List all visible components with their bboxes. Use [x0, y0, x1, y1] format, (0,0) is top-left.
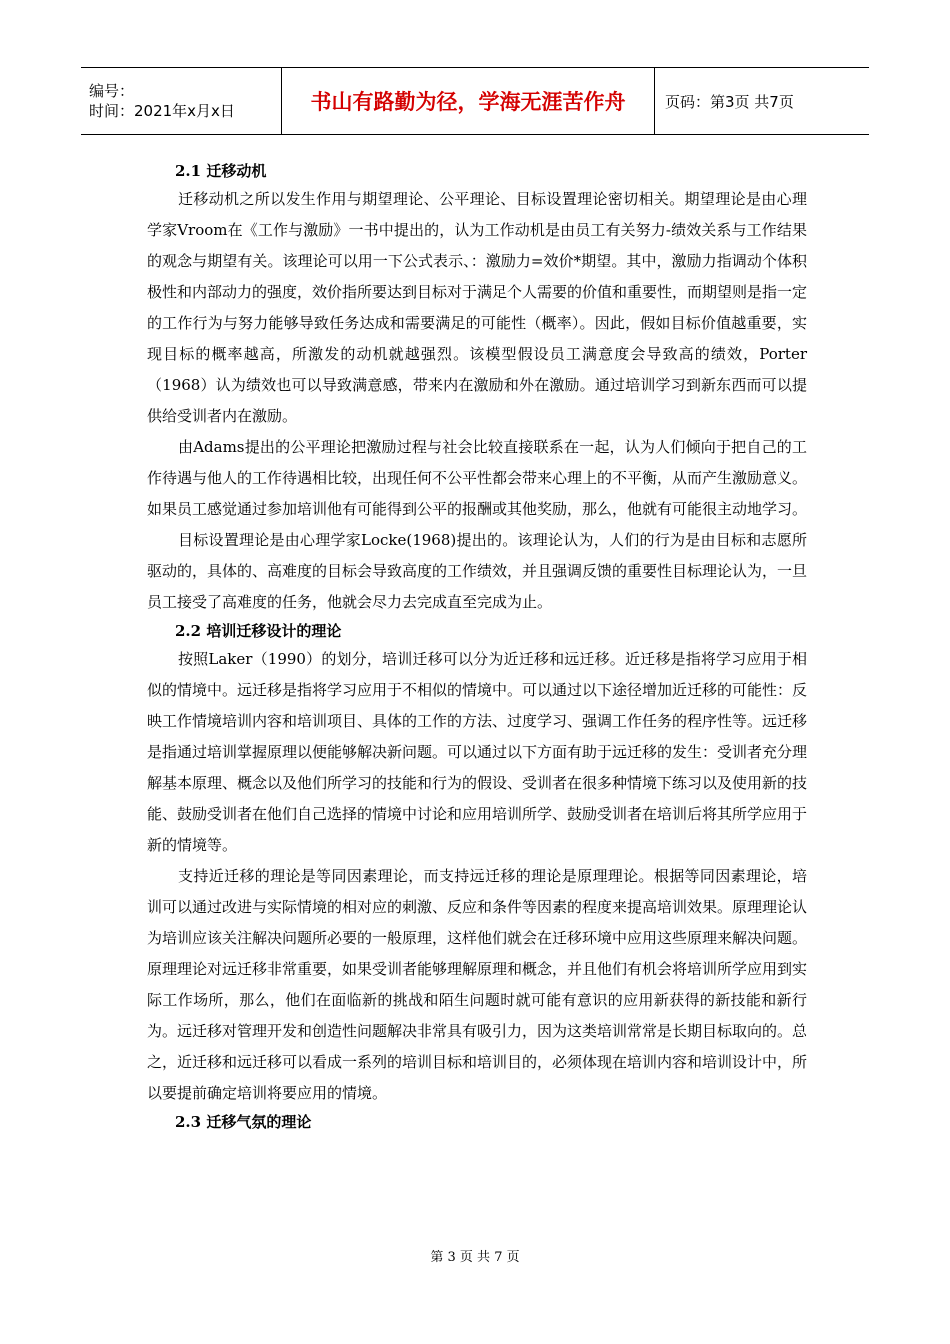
document-number-label: 编号： — [89, 82, 135, 100]
paragraph: 迁移动机之所以发生作用与期望理论、公平理论、目标设置理论密切相关。期望理论是由心理学家Vroom在《工作与激励》一书中提出的，认为工作动机是由员工有关努力-绩效关系与工作结果的观念与期望有关。该理论可以用一下公式表示、：激励力=效价*期望。其中，激励力指调动个体积极性和内部动力的强度，效价指所要达到目标对于满足个人需要的价值和重要性，而期望则是指一定的工作行为与努力能够导致任务达成和需要满足的可能性（概率）。因此，假如目标价值越重要，实现目标的概率越高，所激发的动机就越强烈。该模型假设员工满意度会导致高的绩效，Porter（1968）认为绩效也可以导致满意感，带来内在激励和外在激励。通过培训学习到新东西而可以提供给受训者内在激励。 — [147, 190, 808, 425]
paragraph: 按照Laker（1990）的划分，培训迁移可以分为近迁移和远迁移。近迁移是指将学习应用于相似的情境中。远迁移是指将学习应用于不相似的情境中。可以通过以下途径增加近迁移的可能性：反映工作情境培训内容和培训项目、具体的工作的方法、过度学习、强调工作任务的程序性等。远迁移是指通过培训掌握原理以便能够解决新问题。可以通过以下方面有助于远迁移的发生：受训者充分理解基本原理、概念以及他们所学习的技能和行为的假设、受训者在很多种情境下练习以及使用新的技能、鼓励受训者在他们自己选择的情境中讨论和应用培训所学、鼓励受训者在培训后将其所学应用于新的情境等。 — [147, 650, 808, 854]
paragraph: 支持近迁移的理论是等同因素理论，而支持远迁移的理论是原理理论。根据等同因素理论，培训可以通过改进与实际情境的相对应的刺激、反应和条件等因素的程度来提高培训效果。原理理论认为培训应该关注解决问题所必要的一般原理，这样他们就会在迁移环境中应用这些原理来解决问题。原理理论对远迁移非常重要，如果受训者能够理解原理和概念，并且他们有机会将培训所学应用到实际工作场所，那么，他们在面临新的挑战和陌生问题时就可能有意识的应用新获得的新技能和新行为。远迁移对管理开发和创造性问题解决非常具有吸引力，因为这类培训常常是长期目标取向的。总之，近迁移和远迁移可以看成一系列的培训目标和培训目的，必须体现在培训内容和培训设计中，所以要提前确定培训将要应用的情境。 — [147, 867, 808, 1102]
document-time-label: 时间：2021年x月x日 — [89, 102, 235, 120]
document-body — [147, 158, 807, 1135]
page-footer: 第 3 页 共 7 页 — [430, 1250, 520, 1265]
page-header — [81, 67, 869, 135]
section-heading-2-3: 2.3 迁移气氛的理论 — [175, 1113, 312, 1131]
header-motto: 书山有路勤为径，学海无涯苦作舟 — [282, 68, 655, 134]
section-heading-2-1: 2.1 迁移动机 — [175, 162, 267, 180]
section-heading-2-2: 2.2 培训迁移设计的理论 — [175, 622, 342, 640]
paragraph: 目标设置理论是由心理学家Locke(1968)提出的。该理论认为，人们的行为是由目标和志愿所驱动的，具体的、高难度的目标会导致高度的工作绩效，并且强调反馈的重要性目标理论认为，一旦员工接受了高难度的任务，他就会尽力去完成直至完成为止。 — [147, 531, 808, 611]
header-meta — [81, 68, 282, 134]
header-page-info: 页码：第3页 共7页 — [665, 92, 794, 111]
paragraph: 由Adams提出的公平理论把激励过程与社会比较直接联系在一起，认为人们倾向于把自己的工作待遇与他人的工作待遇相比较，出现任何不公平性都会带来心理上的不平衡，从而产生激励意义。如果员工感觉通过参加培训他有可能得到公平的报酬或其他奖励，那么，他就有可能很主动地学习。 — [147, 438, 808, 518]
